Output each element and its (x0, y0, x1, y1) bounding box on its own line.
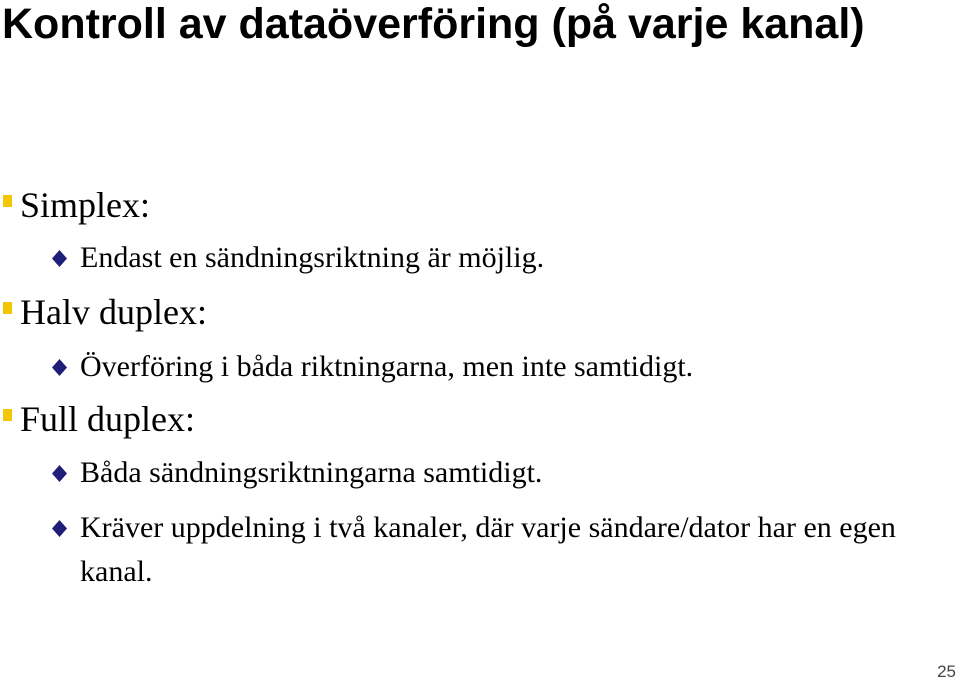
sub-bullet-full-duplex-1 (80, 451, 542, 495)
page-number: 25 (937, 662, 956, 681)
square-bullet-icon (3, 409, 12, 421)
slide-title: Kontroll av dataöverföring (på varje kanal) (2, 0, 865, 48)
sub-bullet-simplex-1 (80, 236, 544, 280)
bullet-halv-duplex (20, 292, 207, 332)
sub-bullet-simplex-1-text: Endast en sändningsriktning är möjlig. (80, 241, 545, 274)
sub-bullet-full-duplex-2 (80, 506, 900, 594)
square-bullet-icon (3, 302, 12, 314)
diamond-bullet-icon (52, 250, 67, 267)
diamond-bullet-icon (52, 359, 67, 376)
bullet-halv-duplex-label: Halv duplex: (20, 292, 207, 332)
bullet-full-duplex (20, 399, 195, 439)
diamond-bullet-icon (52, 520, 67, 537)
sub-bullet-halv-duplex-1 (80, 345, 693, 389)
bullet-full-duplex-label: Full duplex: (20, 399, 196, 439)
sub-bullet-full-duplex-2-text: Kräver uppdelning i två kanaler, där varje sändare/dator har en egen kanal. (80, 511, 896, 588)
square-bullet-icon (3, 195, 12, 207)
sub-bullet-halv-duplex-1-text: Överföring i båda riktningarna, men inte samtidigt. (80, 350, 694, 383)
bullet-simplex (20, 185, 150, 225)
diamond-bullet-icon (52, 465, 67, 482)
bullet-simplex-label: Simplex: (20, 185, 151, 225)
sub-bullet-full-duplex-1-text: Båda sändningsriktningarna samtidigt. (80, 456, 543, 489)
